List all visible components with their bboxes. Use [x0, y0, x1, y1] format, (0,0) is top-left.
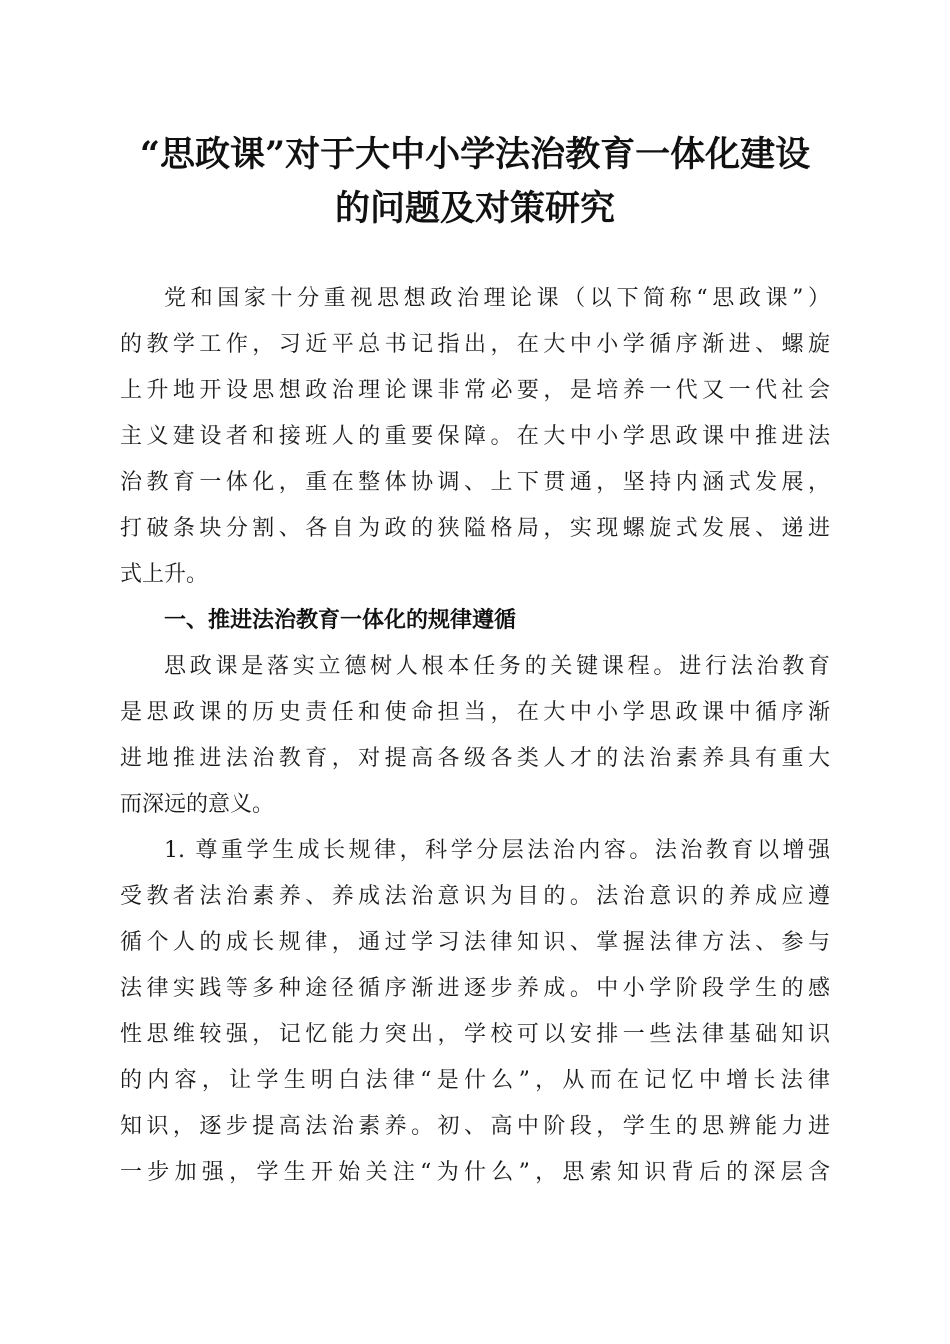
paragraph-2-line-4: 而深远的意义。	[120, 792, 275, 817]
paragraph-3-line-5: 性思维较强，记忆能力突出，学校可以安排一些法律基础知识	[120, 1022, 830, 1047]
paragraph-2-line-1: 思政课是落实立德树人根本任务的关键课程。进行法治教育	[164, 654, 830, 679]
paragraph-1-line-3: 上升地开设思想政治理论课非常必要，是培养一代又一代社会	[120, 378, 830, 403]
paragraph-2-line-2: 是思政课的历史责任和使命担当，在大中小学思政课中循序渐	[120, 700, 830, 725]
paragraph-3-line-3: 循个人的成长规律，通过学习法律知识、掌握法律方法、参与	[120, 930, 830, 955]
document-title-line-1: “思政课”对于大中小学法治教育一体化建设	[139, 134, 811, 175]
paragraph-1-line-7: 式上升。	[120, 562, 209, 587]
paragraph-3-line-8: 一步加强，学生开始关注“为什么”，思索知识背后的深层含	[120, 1160, 830, 1185]
paragraph-1-line-5: 治教育一体化，重在整体协调、上下贯通，坚持内涵式发展，	[120, 470, 830, 495]
paragraph-3-line-2: 受教者法治素养、养成法治意识为目的。法治意识的养成应遵	[120, 884, 830, 909]
section-heading-1: 一、推进法治教育一体化的规律遵循	[164, 608, 517, 633]
paragraph-3-line-4: 法律实践等多种途径循序渐进逐步养成。中小学阶段学生的感	[120, 976, 830, 1001]
paragraph-3-line-1: 1. 尊重学生成长规律，科学分层法治内容。法治教育以增强	[164, 838, 830, 863]
paragraph-3-line-6: 的内容，让学生明白法律“是什么”，从而在记忆中增长法律	[120, 1068, 830, 1093]
paragraph-1-line-1: 党和国家十分重视思想政治理论课（以下简称“思政课”）	[164, 286, 830, 311]
document-title-line-2: 的问题及对策研究	[334, 188, 615, 229]
paragraph-1-line-4: 主义建设者和接班人的重要保障。在大中小学思政课中推进法	[120, 424, 830, 449]
paragraph-3-line-7: 知识，逐步提高法治素养。初、高中阶段，学生的思辨能力进	[120, 1114, 830, 1139]
paragraph-1-line-6: 打破条块分割、各自为政的狭隘格局，实现螺旋式发展、递进	[120, 516, 830, 541]
paragraph-2-line-3: 进地推进法治教育，对提高各级各类人才的法治素养具有重大	[120, 746, 830, 771]
paragraph-1-line-2: 的教学工作，习近平总书记指出，在大中小学循序渐进、螺旋	[120, 332, 830, 357]
